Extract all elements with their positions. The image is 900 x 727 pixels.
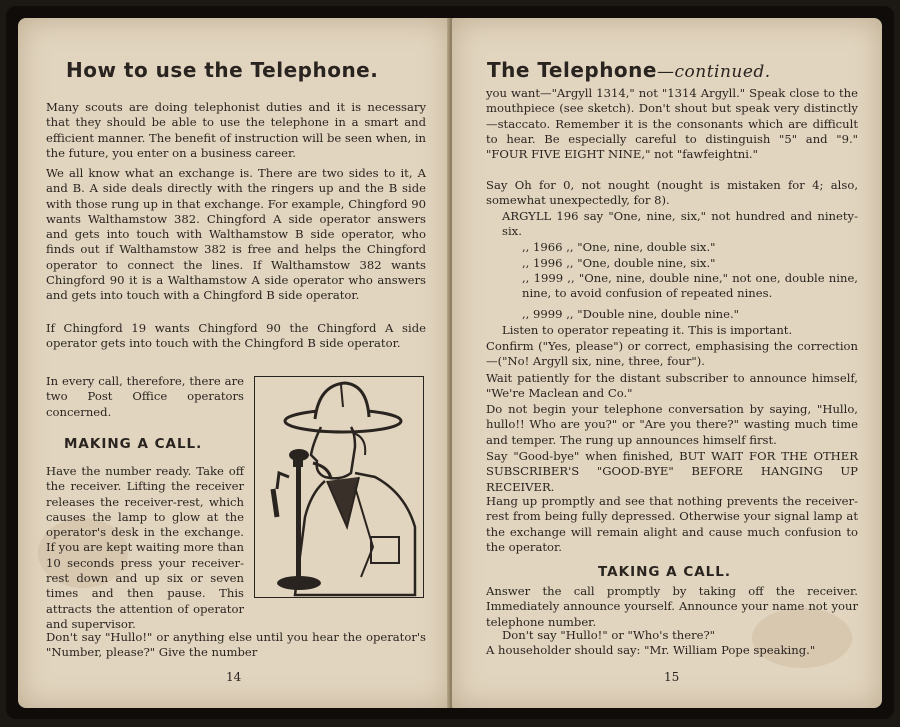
do-not-begin-paragraph: Do not begin your telephone conversation by saying, "Hullo, hullo!! Who are you?" or "Are you there?" wasting much time and temper. The rung up announces himself first. xyxy=(486,402,858,447)
number-example-4: ,, 1999 ,, "One, nine, double nine," not one, double nine, nine, to avoid confusion of repeated nines. xyxy=(522,271,858,301)
dont-say-paragraph: Don't say "Hullo!" or "Who's there?" xyxy=(502,628,716,642)
number-example-5: ,, 9999 ,, "Double nine, double nine." xyxy=(522,307,739,321)
left-page-title: How to use the Telephone. xyxy=(66,58,379,82)
chingford-paragraph: If Chingford 19 wants Chingford 90 the Chingford A side operator gets into touch with the Chingford B side operator. xyxy=(46,321,426,351)
page-number: 14 xyxy=(226,670,242,684)
householder-paragraph: A householder should say: "Mr. William Pope speaking." xyxy=(486,643,816,657)
making-call-text: Have the number ready. Take off the receiver. Lifting the receiver releases the receiver-rest, which causes the lamp to glow at the operator's desk in the exchange. If you are kept waiting more than 10 seconds press your receiver-rest down and up six or seven times and then pause. This attracts the attention of operator and supervisor. xyxy=(46,464,244,631)
scout-telephone-illustration xyxy=(254,376,424,598)
intro-paragraph: Many scouts are doing telephonist duties and it is necessary that they should be able to use the telephone in a smart and efficient manner. The benefit of instruction will be seen when, in the future, you enter on a business career. xyxy=(46,100,426,160)
right-title-continued: —continued. xyxy=(656,62,771,82)
number-example-3: ,, 1996 ,, "One, double nine, six." xyxy=(522,256,716,270)
taking-call-heading: TAKING A CALL. xyxy=(598,564,732,580)
right-page xyxy=(452,18,882,708)
making-call-text-continued: Don't say "Hullo!" or anything else until you hear the operator's "Number, please?" Give the number xyxy=(46,630,426,660)
confirm-paragraph: Confirm ("Yes, please") or correct, emphasising the correction—("No! Argyll six, nine, three, four"). xyxy=(486,339,858,369)
page-number: 15 xyxy=(664,670,680,684)
good-bye-paragraph: Say "Good-bye" when finished, BUT WAIT FOR THE OTHER SUBSCRIBER'S "GOOD-BYE" BEFORE HANGING UP RECEIVER. xyxy=(486,449,858,494)
left-page xyxy=(18,18,450,708)
speak-paragraph: you want—"Argyll 1314," not "1314 Argyll." Speak close to the mouthpiece (see sketch). Don't shout but speak very distinctly—staccato. Remember it is the consonants which are difficult to hear. Be especially careful to distinguish "5" and "9." "FOUR FIVE EIGHT NINE," not "fawfeightni." xyxy=(486,86,858,162)
listen-paragraph: Listen to operator repeating it. This is important. xyxy=(502,323,793,337)
oh-paragraph: Say Oh for 0, not nought (nought is mistaken for 4; also, somewhat unexpectedly, for 8). xyxy=(486,178,858,208)
exchange-paragraph: We all know what an exchange is. There are two sides to it, A and B. A side deals directly with the ringers up and the B side with those rung up in that exchange. For example, Chingford 90 wants Walthamstow 382. Chingford A side operator answers and gets into touch with Walthamstow B side operator, who finds out if Walthamstow 382 is free and helps the Chingford operator to connect the lines. If Walthamstow 382 wants Chingford 90 it is a Walthamstow A side operator who answers and gets into touch with a Chingford B side operator. xyxy=(46,166,426,303)
number-example-2: ,, 1966 ,, "One, nine, double six." xyxy=(522,240,716,254)
wait-paragraph: Wait patiently for the distant subscriber to announce himself, "We're Maclean and Co." xyxy=(486,371,858,401)
right-page-title xyxy=(487,58,771,82)
making-call-heading: MAKING A CALL. xyxy=(64,436,203,452)
number-example-1: ARGYLL 196 say "One, nine, six," not hundred and ninety-six. xyxy=(502,209,858,239)
hang-up-paragraph: Hang up promptly and see that nothing prevents the receiver-rest from being fully depressed. Otherwise your signal lamp at the exchange will remain alight and cause much confusion to the operator. xyxy=(486,494,858,554)
book-spread xyxy=(6,6,894,719)
scout-telephone-icon xyxy=(255,377,423,597)
answer-paragraph: Answer the call promptly by taking off the receiver. Immediately announce yourself. Announce your name not your telephone number. xyxy=(486,584,858,629)
right-title-main: The Telephone xyxy=(487,58,657,82)
operators-paragraph: In every call, therefore, there are two Post Office operators concerned. xyxy=(46,374,244,419)
